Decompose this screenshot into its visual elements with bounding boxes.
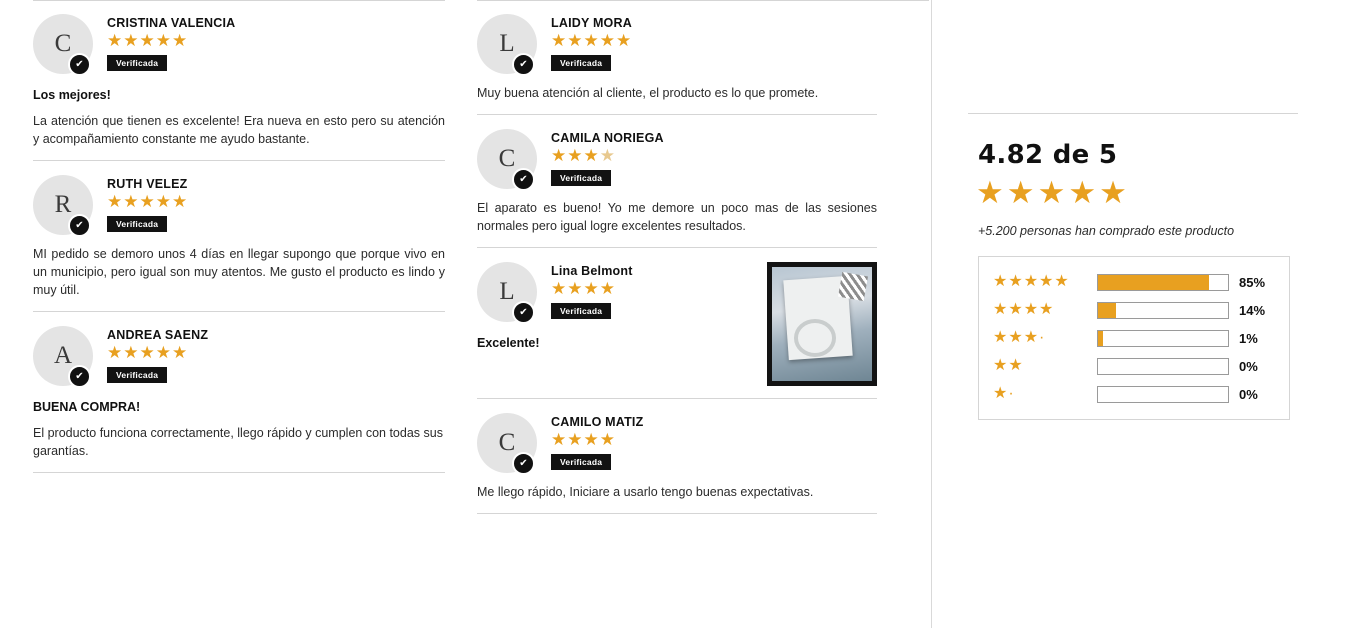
rating-stars: ★★★★ xyxy=(551,146,616,165)
histogram-bar-fill xyxy=(1098,275,1209,290)
review-header xyxy=(477,14,877,74)
photo-shape-ring xyxy=(794,319,836,357)
avatar xyxy=(33,14,93,74)
histogram-percent: 0% xyxy=(1239,386,1258,402)
review-meta xyxy=(551,14,632,71)
rating-summary xyxy=(968,0,1298,420)
review-card[interactable] xyxy=(477,0,877,115)
histogram-row[interactable] xyxy=(993,327,1277,349)
rating-stars: ★★★★★ xyxy=(107,192,189,211)
rating-stars: ★★★★ xyxy=(551,279,616,298)
histogram-bar xyxy=(1097,302,1229,319)
histogram-bar-fill xyxy=(1098,303,1116,318)
histogram-stars: ★· xyxy=(993,385,1015,402)
review-body: MI pedido se demoro unos 4 días en llegar supongo que porque vivo en un municipio, pero igual son muy atentos. Me gusto el producto es lindo y muy útil. xyxy=(33,247,445,297)
summary-divider xyxy=(968,113,1298,114)
histogram-stars: ★★ xyxy=(993,357,1024,374)
verified-badge: Verificada xyxy=(551,55,611,71)
verified-check-icon: ✔ xyxy=(68,365,91,388)
avatar-initial: C xyxy=(33,14,93,74)
verified-badge: Verificada xyxy=(551,170,611,186)
reviewer-name: CAMILA NORIEGA xyxy=(551,131,664,145)
average-score: 4.82 de 5 xyxy=(978,140,1118,170)
verified-badge: Verificada xyxy=(107,367,167,383)
histogram-bar xyxy=(1097,358,1229,375)
review-meta xyxy=(107,326,208,383)
column-divider xyxy=(931,0,932,628)
rating-stars: ★★★★★ xyxy=(551,31,633,50)
avatar xyxy=(33,175,93,235)
histogram-bar xyxy=(1097,274,1229,291)
review-header xyxy=(33,326,445,386)
review-body: El aparato es bueno! Yo me demore un poco mas de las sesiones normales pero igual logre excelentes resultados. xyxy=(477,201,877,233)
review-meta xyxy=(551,413,643,470)
review-header xyxy=(33,14,445,74)
reviewer-name: CAMILO MATIZ xyxy=(551,415,644,429)
review-meta xyxy=(107,175,188,232)
review-meta xyxy=(107,14,235,71)
histogram-row[interactable] xyxy=(993,271,1277,293)
review-card[interactable] xyxy=(477,115,877,248)
avatar xyxy=(477,129,537,189)
review-card[interactable] xyxy=(33,161,445,312)
reviewer-name: CRISTINA VALENCIA xyxy=(107,16,236,30)
average-score-stars: ★★★★★ xyxy=(976,175,1130,210)
histogram-stars: ★★★· xyxy=(993,329,1046,346)
review-card[interactable] xyxy=(477,399,877,514)
purchase-count-text: +5.200 personas han comprado este producto xyxy=(978,224,1235,238)
review-title: Excelente! xyxy=(477,336,540,350)
histogram-row[interactable] xyxy=(993,383,1277,405)
reviewer-name: Lina Belmont xyxy=(551,264,633,278)
avatar xyxy=(477,14,537,74)
verified-badge: Verificada xyxy=(107,216,167,232)
verified-check-icon: ✔ xyxy=(68,53,91,76)
review-title: BUENA COMPRA! xyxy=(33,400,141,414)
review-card[interactable] xyxy=(33,312,445,473)
review-body: El producto funciona correctamente, llego rápido y cumplen con todas sus garantías. xyxy=(33,426,443,458)
histogram-row[interactable] xyxy=(993,355,1277,377)
rating-histogram xyxy=(978,256,1290,420)
avatar xyxy=(33,326,93,386)
histogram-bar xyxy=(1097,386,1229,403)
reviews-column-middle xyxy=(477,0,877,514)
review-title: Los mejores! xyxy=(33,88,111,102)
review-meta xyxy=(551,262,633,319)
verified-check-icon: ✔ xyxy=(512,53,535,76)
histogram-bar xyxy=(1097,330,1229,347)
histogram-stars: ★★★★★ xyxy=(993,273,1070,290)
avatar-initial: L xyxy=(477,262,537,322)
histogram-percent: 1% xyxy=(1239,330,1258,346)
verified-check-icon: ✔ xyxy=(68,214,91,237)
verified-check-icon: ✔ xyxy=(512,301,535,324)
avatar-initial: A xyxy=(33,326,93,386)
avatar xyxy=(477,262,537,322)
review-card[interactable] xyxy=(477,248,877,399)
avatar xyxy=(477,413,537,473)
photo-shape-strip xyxy=(838,272,868,301)
avatar-initial: L xyxy=(477,14,537,74)
review-photo[interactable] xyxy=(767,262,877,386)
verified-badge: Verificada xyxy=(107,55,167,71)
histogram-stars: ★★★★ xyxy=(993,301,1055,318)
avatar-initial: C xyxy=(477,129,537,189)
rating-stars: ★★★★★ xyxy=(107,343,189,362)
histogram-percent: 0% xyxy=(1239,358,1258,374)
review-body: La atención que tienen es excelente! Era nueva en esto pero su atención y acompañamiento constante me ayudo bastante. xyxy=(33,114,445,146)
histogram-percent: 14% xyxy=(1239,302,1266,318)
verified-badge: Verificada xyxy=(551,303,611,319)
review-photo-image xyxy=(772,267,872,381)
reviews-column-left xyxy=(33,0,445,473)
review-header xyxy=(477,413,877,473)
histogram-bar-fill xyxy=(1098,331,1103,346)
review-header xyxy=(33,175,445,235)
avatar-initial: R xyxy=(33,175,93,235)
review-body: Muy buena atención al cliente, el producto es lo que promete. xyxy=(477,86,819,100)
reviewer-name: RUTH VELEZ xyxy=(107,177,188,191)
verified-check-icon: ✔ xyxy=(512,452,535,475)
histogram-percent: 85% xyxy=(1239,274,1266,290)
review-card[interactable] xyxy=(33,0,445,161)
review-header xyxy=(477,262,753,322)
review-meta xyxy=(551,129,664,186)
rating-stars: ★★★★ xyxy=(551,430,616,449)
verified-badge: Verificada xyxy=(551,454,611,470)
review-body: Me llego rápido, Iniciare a usarlo tengo buenas expectativas. xyxy=(477,485,814,499)
histogram-row[interactable] xyxy=(993,299,1277,321)
reviewer-name: ANDREA SAENZ xyxy=(107,328,209,342)
verified-check-icon: ✔ xyxy=(512,168,535,191)
avatar-initial: C xyxy=(477,413,537,473)
reviewer-name: LAIDY MORA xyxy=(551,16,632,30)
review-header xyxy=(477,129,877,189)
rating-stars: ★★★★★ xyxy=(107,31,189,50)
